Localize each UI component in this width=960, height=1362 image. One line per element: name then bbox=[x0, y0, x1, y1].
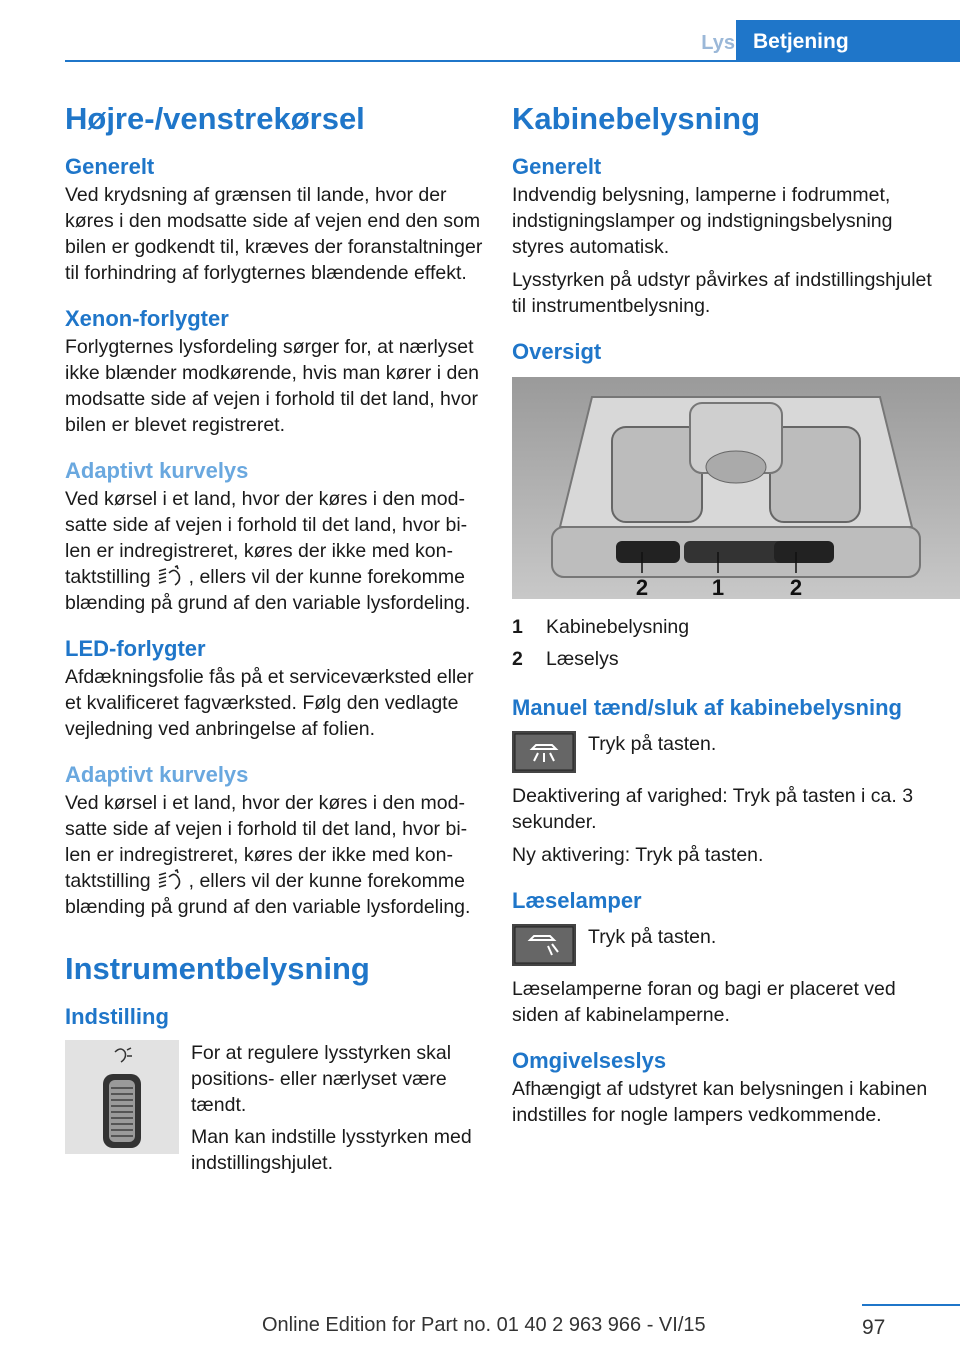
heading-kabinebelysning: Kabinebelysning bbox=[512, 101, 761, 136]
paragraph-manuel-2: Deaktivering af varighed: Tryk på tasten i ca. 3 sekunder. bbox=[512, 785, 914, 833]
paragraph-manuel-3: Ny aktivering: Tryk på tasten. bbox=[512, 844, 764, 866]
paragraph-indstilling-1: For at regulere lysstyrken skal positions- eller nærlyset være tændt. bbox=[191, 1042, 452, 1116]
page-header bbox=[0, 0, 960, 62]
reading-light-button-icon bbox=[512, 924, 576, 966]
heading-omgivelseslys: Omgivelseslys bbox=[512, 1048, 667, 1073]
figure-label-2-left: 2 bbox=[635, 575, 649, 599]
paragraph-omgivelseslys: Afhængigt af udstyret kan belysningen i kabinen indstilles for nogle lampers vedkommende. bbox=[512, 1078, 928, 1126]
cabin-light-button-icon bbox=[512, 731, 576, 773]
paragraph-adaptiv-1: Ved kørsel i et land, hvor der køres i den modsatte side af vejen i forhold til det land, hvor bilen er indregistreret, køres der ikke med kontaktstilling , ellers vil der kunne forekomme blænding på grund af den variable lysfordeling. bbox=[65, 488, 471, 614]
footer-rule bbox=[862, 1304, 960, 1306]
heading-laeselamper: Læselamper bbox=[512, 888, 642, 913]
heading-adaptiv-2: Adaptivt kurvelys bbox=[65, 762, 249, 787]
indstilling-figure-row bbox=[65, 1040, 485, 1182]
paragraph-manuel-1: Tryk på tasten. bbox=[588, 733, 717, 755]
manuel-button-row bbox=[512, 731, 932, 773]
page-number: 97 bbox=[862, 1316, 886, 1339]
paragraph-adaptiv-2: Ved kørsel i et land, hvor der køres i den modsatte side af vejen i forhold til det land, hvor bilen er indregistreret, køres der ikke med kontaktstilling , ellers vil der kunne forekomme blænding på grund af den variable lysfordeling. bbox=[65, 792, 471, 918]
dimmer-wheel-image bbox=[65, 1040, 179, 1154]
edition-text: Online Edition for Part no. 01 40 2 963 966 - VI/15 bbox=[262, 1314, 706, 1336]
section-tab[interactable]: Lys bbox=[701, 32, 735, 54]
figure-label-2-right: 2 bbox=[789, 575, 803, 599]
paragraph-laese-2: Læselamperne foran og bagi er placeret ved siden af kabinelamperne. bbox=[512, 978, 896, 1026]
chapter-tab[interactable]: Betjening bbox=[736, 20, 960, 62]
paragraph-xenon: Forlygternes lysfordeling sørger for, at nærlyset ikke blænder modkørende, hvis man kører i den modsatte side af vejen i forhold til det land, hvor bilen er blevet registreret. bbox=[65, 336, 480, 436]
paragraph-generelt: Ved krydsning af grænsen til lande, hvor der køres i den modsatte side af vejen end den som bilen er godkendt til, kræves der foranstaltninger til forhindring af forlygternes blændende effekt. bbox=[65, 184, 483, 284]
figure-legend bbox=[512, 611, 932, 675]
headlight-icon bbox=[157, 565, 183, 587]
paragraph-laese-1: Tryk på tasten. bbox=[588, 926, 717, 948]
paragraph-generelt-right-1: Indvendig belysning, lamperne i fodrummet, indstigningslamper og indstigningsbelysning styres automatisk. bbox=[512, 184, 893, 258]
paragraph-indstilling-2: Man kan indstille lysstyrken med indstillingshjulet. bbox=[191, 1126, 472, 1174]
left-column bbox=[65, 100, 485, 1182]
paragraph-led: Afdækningsfolie fås på et serviceværksted eller et kvalificeret fagværksted. Følg den vedlagte vejledning ved anbringelse af folien. bbox=[65, 666, 474, 740]
heading-xenon: Xenon-forlygter bbox=[65, 306, 229, 331]
figure-label-1: 1 bbox=[711, 575, 725, 599]
interior-light-overview-image bbox=[512, 377, 960, 599]
heading-hojre-venstrekorsel: Højre-/venstrekørsel bbox=[65, 101, 365, 136]
headlight-icon bbox=[157, 869, 183, 891]
heading-led: LED-forlygter bbox=[65, 636, 206, 661]
heading-instrumentbelysning: Instrumentbelysning bbox=[65, 951, 370, 986]
legend-item: 1 Kabinebelysning bbox=[512, 616, 690, 638]
heading-oversigt: Oversigt bbox=[512, 339, 602, 364]
heading-generelt: Generelt bbox=[65, 154, 155, 179]
laese-button-row bbox=[512, 924, 932, 966]
heading-adaptiv-1: Adaptivt kurvelys bbox=[65, 458, 249, 483]
header-rule bbox=[65, 60, 960, 62]
heading-indstilling: Indstilling bbox=[65, 1004, 169, 1029]
paragraph-generelt-right-2: Lysstyrken på udstyr påvirkes af indstillingshjulet til instrumentbelysning. bbox=[512, 269, 932, 317]
right-column bbox=[512, 100, 932, 1135]
legend-item: 2 Læselys bbox=[512, 648, 619, 670]
heading-generelt-right: Generelt bbox=[512, 154, 602, 179]
heading-manuel: Manuel tænd/sluk af kabinebelysning bbox=[512, 695, 902, 720]
